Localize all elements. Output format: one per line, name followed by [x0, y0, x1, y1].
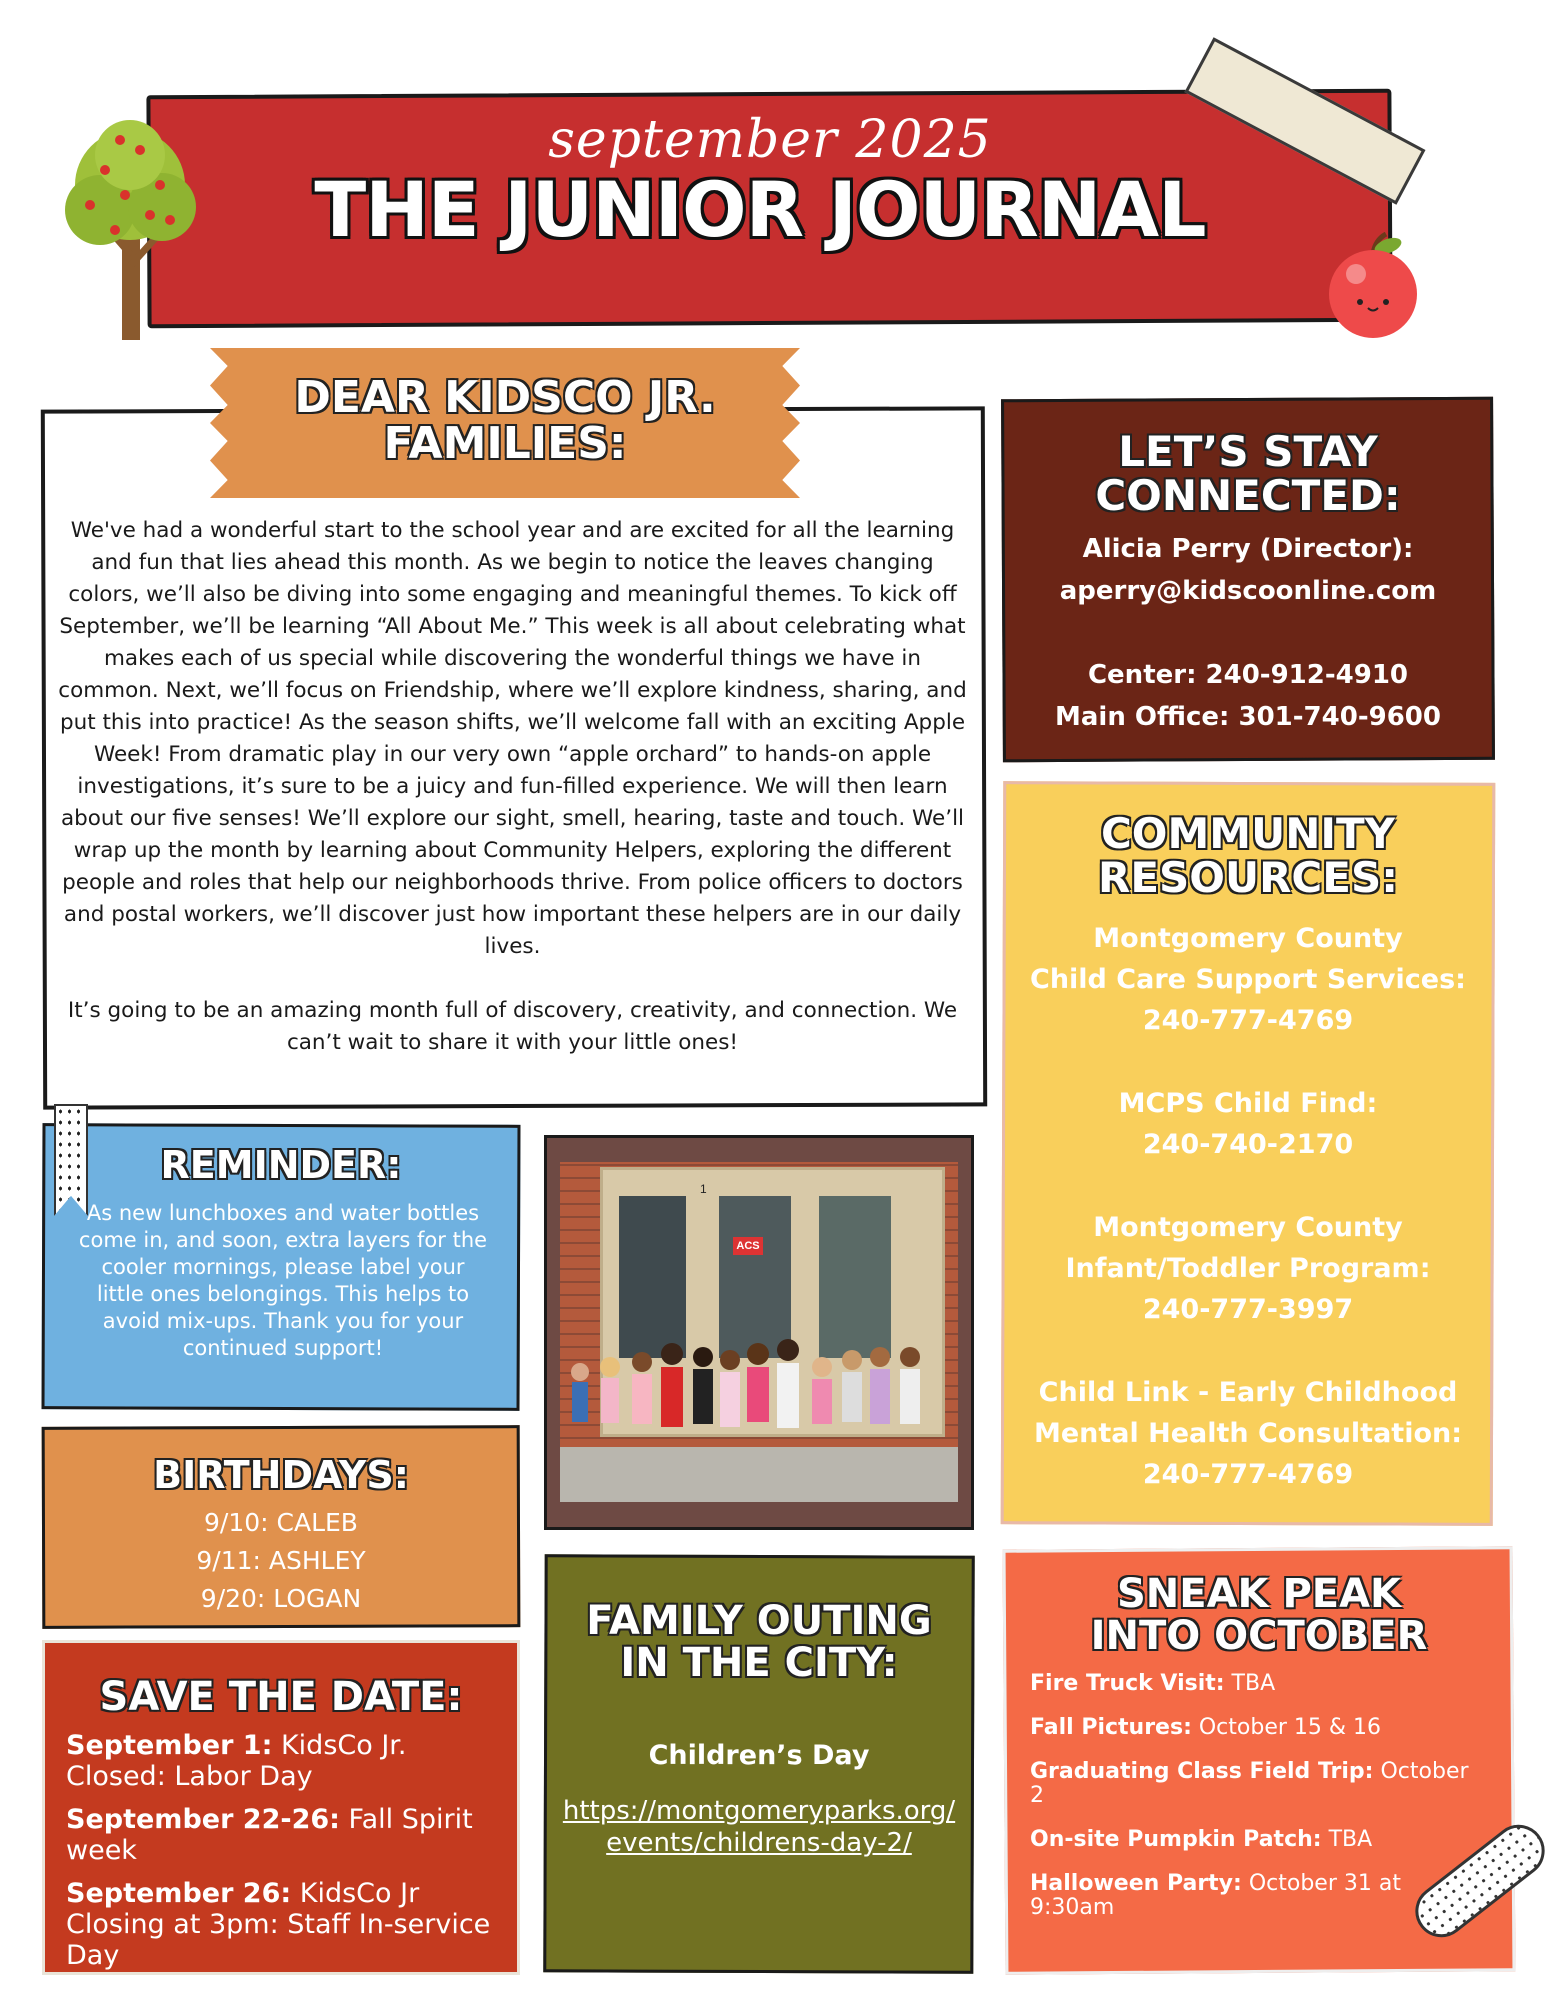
director-name: Alicia Perry (Director): [1082, 534, 1414, 564]
letter-heading [210, 372, 800, 470]
outing-event: Children’s Day [648, 1740, 870, 1771]
save-date-item: September 26: KidsCo Jr Closing at 3pm: Staff In-service Day [66, 1878, 491, 1971]
birthday-item: 9/10: CALEB [204, 1508, 358, 1537]
outing-heading-line1: FAMILY OUTING [586, 1598, 932, 1644]
save-the-date-heading: SAVE THE DATE: [99, 1674, 463, 1720]
outing-heading-line2: IN THE CITY: [620, 1640, 898, 1686]
header-subtitle: september 2025 [548, 110, 992, 170]
letter-body [55, 515, 970, 1059]
birthdays-heading: BIRTHDAYS: [153, 1453, 409, 1497]
header-title: THE JUNIOR JOURNAL [314, 165, 1206, 254]
resource-item: Montgomery County Child Care Support Services: 240-777-4769 [1030, 923, 1466, 1036]
october-item: Fall Pictures: October 15 & 16 [1030, 1715, 1382, 1740]
reminder-text: As new lunchboxes and water bottles come in, and soon, extra layers for the cooler mornings, please label your little ones belongings. This helps to avoid mix-ups. Thank you for your continued support! [78, 1201, 488, 1360]
resources-heading [1002, 809, 1494, 903]
birthday-item: 9/20: LOGAN [200, 1584, 362, 1613]
director-email[interactable]: aperry@kidscoonline.com [1059, 576, 1437, 606]
resources-list [1002, 918, 1494, 1495]
connected-heading-line1: LET’S STAY [1118, 427, 1378, 476]
children-group [560, 1312, 958, 1482]
october-item: On-site Pumpkin Patch: TBA [1030, 1827, 1373, 1852]
apple-tree-icon [60, 115, 200, 345]
door-number: 1 [700, 1182, 707, 1196]
resource-item: Montgomery County Infant/Toddler Program: 240-777-3997 [1065, 1212, 1431, 1325]
save-date-item: September 22-26: Fall Spirit week [66, 1804, 473, 1866]
october-item: Halloween Party: October 31 at 9:30am [1030, 1871, 1401, 1920]
october-heading-line2: INTO OCTOBER [1090, 1613, 1428, 1659]
reminder-heading: REMINDER: [160, 1143, 402, 1187]
letter-paragraph-2: It’s going to be an amazing month full of discovery, creativity, and connection. We can’t wait to share it with your little ones! [67, 998, 958, 1055]
resource-item: Child Link - Early Childhood Mental Health Consultation: 240-777-4769 [1033, 1377, 1463, 1490]
birthday-item: 9/11: ASHLEY [196, 1546, 366, 1575]
door-sign: ACS [733, 1237, 763, 1255]
october-heading-line1: SNEAK PEAK [1116, 1571, 1402, 1617]
outing-link[interactable]: https://montgomeryparks.org/events/childrens-day-2/ [562, 1796, 956, 1858]
october-heading [1004, 1573, 1514, 1657]
october-list [1030, 1672, 1480, 1920]
october-item: Graduating Class Field Trip: October 2 [1030, 1759, 1469, 1808]
letter-heading-line2: FAMILIES: [383, 418, 627, 470]
resources-heading-line1: COMMUNITY [1100, 809, 1396, 858]
save-date-item: September 1: KidsCo Jr. Closed: Labor Day [66, 1730, 407, 1792]
main-office-phone[interactable]: Main Office: 301-740-9600 [1055, 702, 1441, 732]
save-the-date-list [66, 1730, 506, 1971]
connected-body [1002, 528, 1494, 738]
resources-heading-line2: RESOURCES: [1098, 853, 1398, 903]
center-phone[interactable]: Center: 240-912-4910 [1087, 660, 1409, 690]
connected-heading-line2: CONNECTED: [1095, 471, 1401, 521]
outing-heading [544, 1600, 974, 1684]
letter-heading-line1: DEAR KIDSCO JR. [294, 372, 716, 423]
apple-icon [1318, 232, 1428, 342]
letter-paragraph-1: We've had a wonderful start to the school year and are excited for all the learning and fun that lies ahead this month. As we begin to notice the leaves changing colors, we’ll also be diving into some engaging and meaningful themes. To kick off September, we’ll be learning “All About Me.” This week is all about celebrating what makes each of us special while discovering the wonderful things we have in common. Next, we’ll focus on Friendship, where we’ll explore kindness, sharing, and put this into practice! As the season shifts, we’ll welcome fall with an exciting Apple Week! From dramatic play in our very own “apple orchard” to hands-on apple investigations, it’s sure to be a juicy and fun-filled experience. We will then learn about our five senses! We’ll explore our sight, smell, hearing, taste and touch. We’ll wrap up the month by learning about Community Helpers, exploring the different people and roles that help our neighborhoods thrive. From police officers to doctors and postal workers, we’ll discover just how important these helpers are in our daily lives. [58, 518, 967, 959]
october-item: Fire Truck Visit: TBA [1030, 1671, 1276, 1696]
class-photo [560, 1162, 958, 1502]
birthdays-list [42, 1504, 520, 1618]
connected-heading [1002, 427, 1494, 521]
resource-item: MCPS Child Find: 240-740-2170 [1118, 1088, 1378, 1160]
